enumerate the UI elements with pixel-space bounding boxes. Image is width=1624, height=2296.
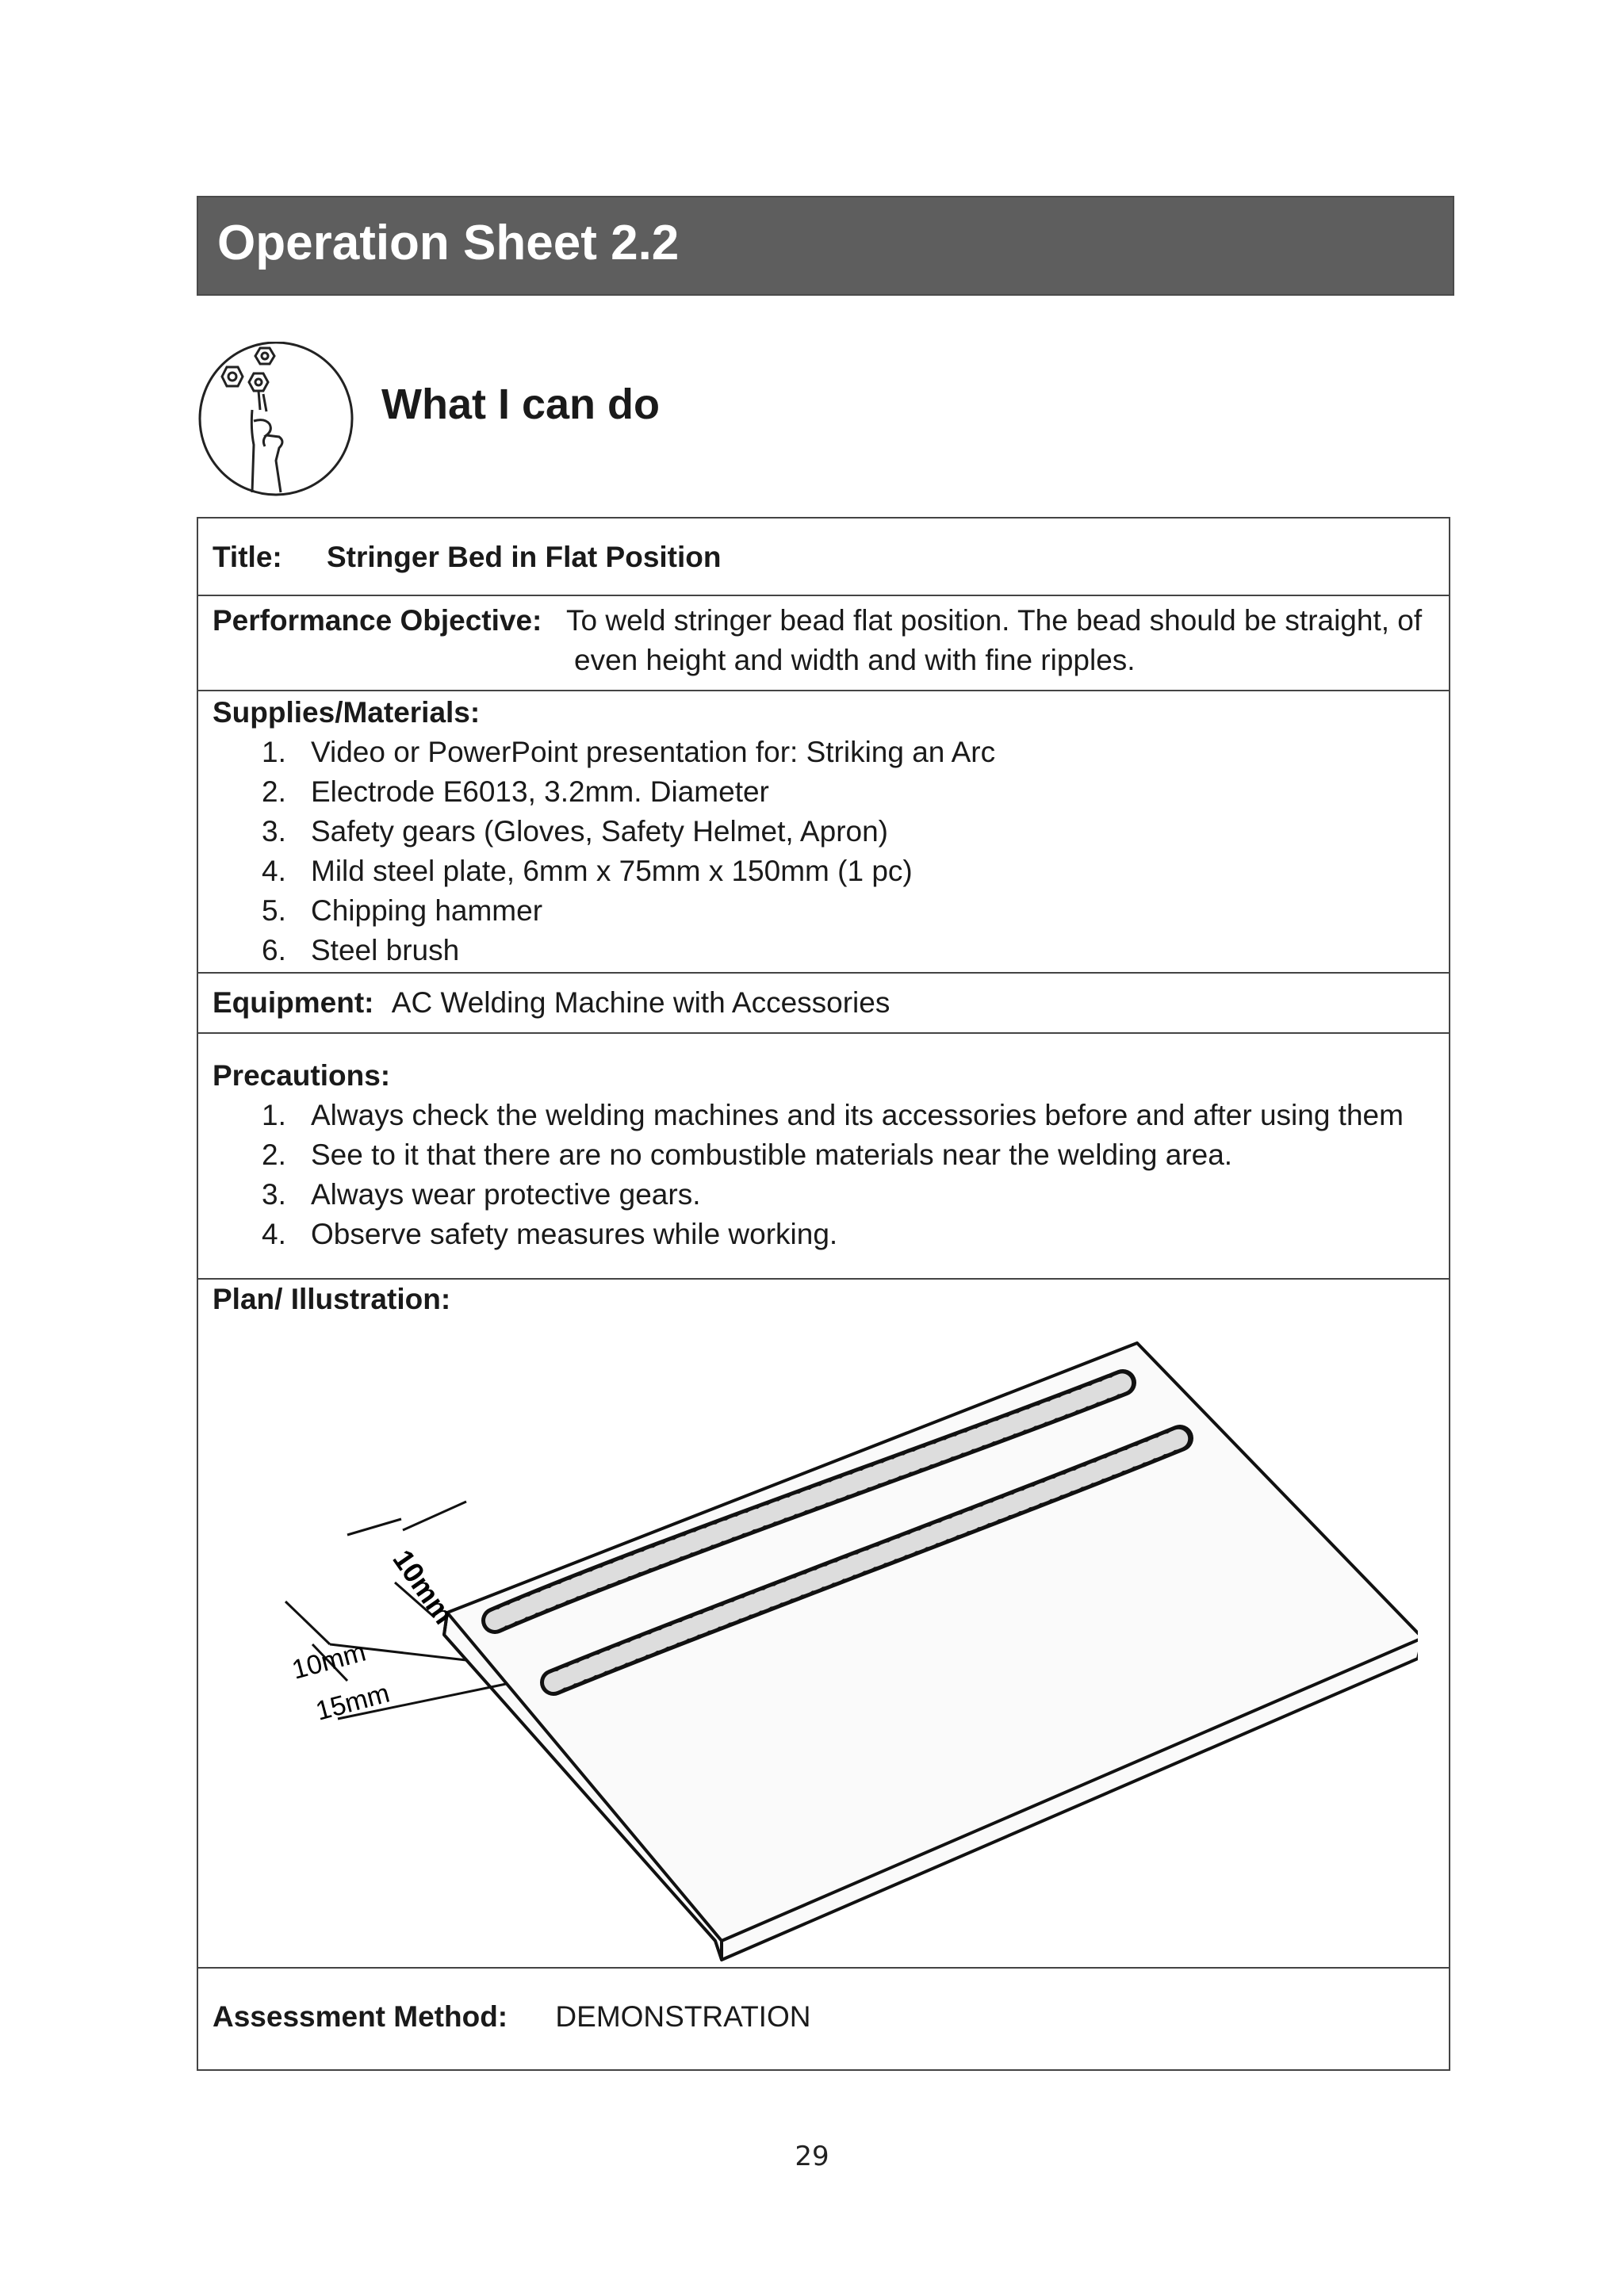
page-title: Operation Sheet 2.2 (217, 216, 680, 270)
objective-row (198, 596, 1449, 691)
supplies-label: Supplies/Materials: (213, 696, 481, 729)
dim-label-left: 10mm (289, 1636, 370, 1686)
plan-row (198, 1280, 1449, 1969)
assessment-label: Assessment Method: (213, 2000, 508, 2033)
list-item: 4. Mild steel plate, 6mm x 75mm x 150mm (1 pc) (262, 855, 913, 887)
objective-label: Performance Objective: (213, 604, 542, 637)
dim-label-top: 10mm (386, 1544, 461, 1630)
supplies-list (213, 733, 1449, 970)
objective-value: To weld stringer bead flat position. The bead should be straight, of even height and width and with fine ripples. (566, 604, 1423, 676)
header-bar (197, 196, 1454, 296)
list-item: 2. Electrode E6013, 3.2mm. Diameter (262, 775, 769, 808)
title-row (198, 519, 1449, 596)
page-number: 29 (795, 2141, 829, 2172)
welding-plate-illustration (236, 1316, 1418, 1966)
precautions-list (213, 1096, 1449, 1254)
plan-label: Plan/ Illustration: (213, 1283, 451, 1315)
list-item: 3. Safety gears (Gloves, Safety Helmet, Apron) (262, 815, 888, 848)
equipment-row (198, 974, 1449, 1034)
assessment-row (198, 1969, 1449, 2069)
dim-label-bottom: 15mm (312, 1678, 393, 1727)
list-item: 4. Observe safety measures while working. (262, 1218, 838, 1250)
operation-sheet-table (197, 517, 1450, 2071)
supplies-row (198, 691, 1449, 974)
equipment-label: Equipment: (213, 986, 374, 1019)
assessment-value: DEMONSTRATION (555, 2000, 811, 2033)
list-item: 5. Chipping hammer (262, 894, 543, 927)
section-heading: What I can do (381, 381, 660, 428)
hand-with-nuts-icon (197, 342, 355, 496)
list-item: 6. Steel brush (262, 934, 460, 966)
list-item: 2. See to it that there are no combustible materials near the welding area. (262, 1138, 1233, 1171)
list-item: 1. Video or PowerPoint presentation for: Striking an Arc (262, 736, 996, 768)
title-label: Title: (213, 541, 282, 573)
list-item: 3. Always wear protective gears. (262, 1178, 701, 1211)
equipment-value: AC Welding Machine with Accessories (391, 986, 891, 1019)
precautions-label: Precautions: (213, 1059, 391, 1092)
title-value: Stringer Bed in Flat Position (327, 541, 722, 573)
precautions-row (198, 1034, 1449, 1280)
list-item: 1. Always check the welding machines and its accessories before and after using them (262, 1099, 1404, 1131)
